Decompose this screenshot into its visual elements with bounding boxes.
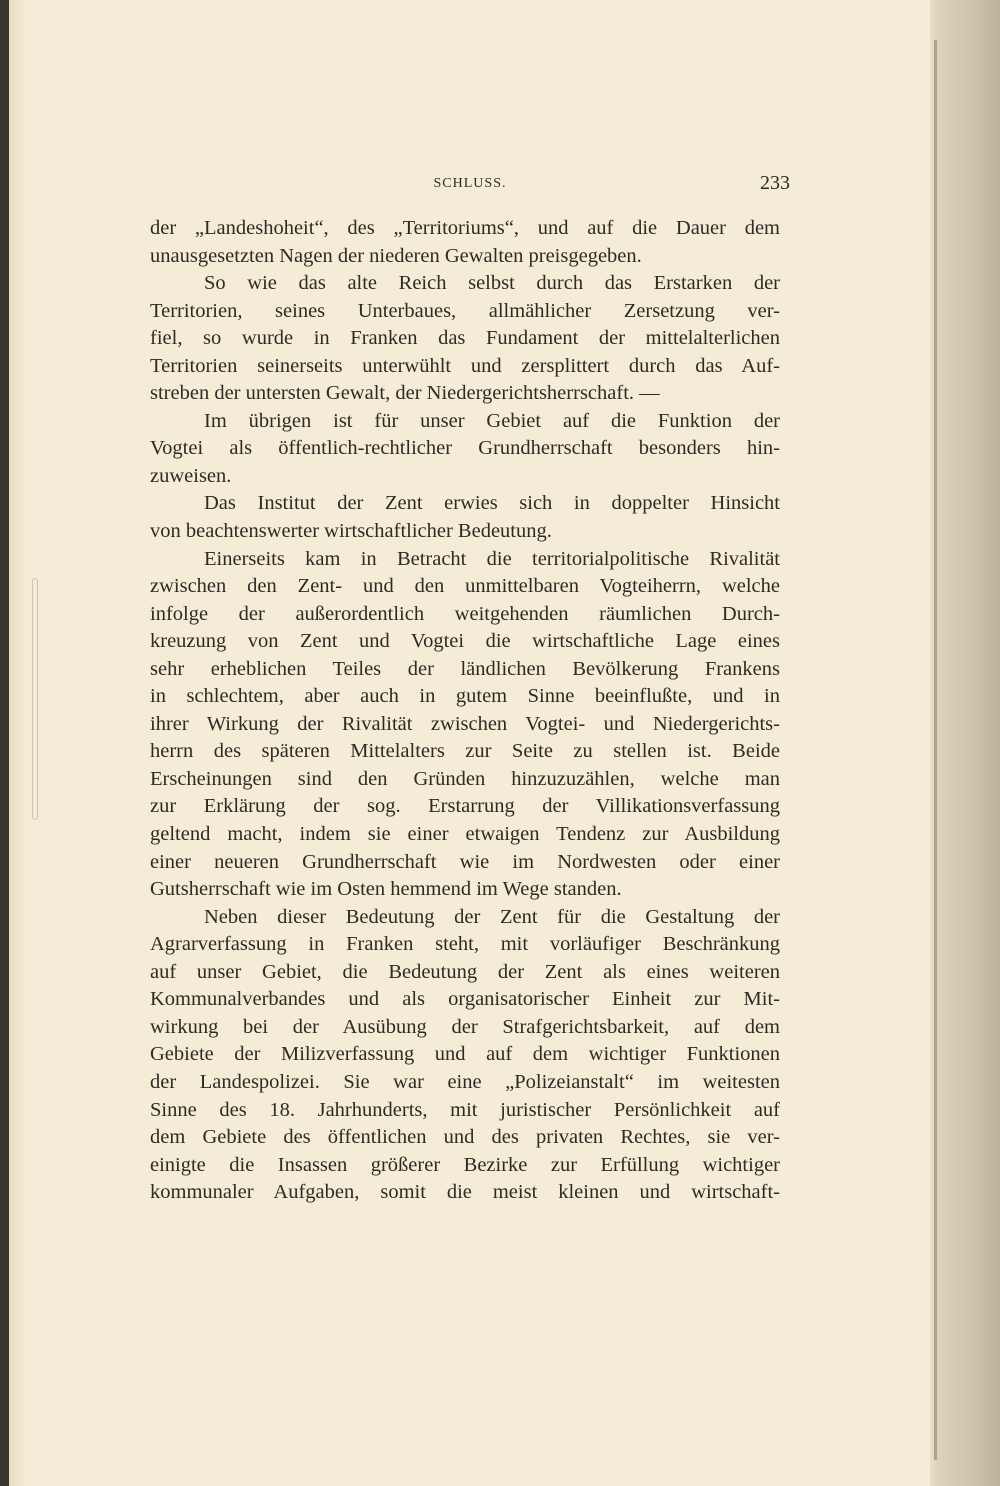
text-line: kreuzung von Zent und Vogtei die wirtschaftliche Lage eines [150,630,780,653]
text-line: Neben dieser Bedeutung der Zent für die Gestaltung der [204,905,780,928]
text-line: auf unser Gebiet, die Bedeutung der Zent als eines weiteren [150,960,780,983]
text-line: Einerseits kam in Betracht die territorialpolitische Rivalität [204,547,780,570]
book-binding-edge [0,0,9,1486]
text-line: Agrarverfassung in Franken steht, mit vorläufiger Beschränkung [150,933,780,956]
text-line: Erscheinungen sind den Gründen hinzuzuzählen, welche man [150,767,780,790]
text-line: kommunaler Aufgaben, somit die meist kleinen und wirtschaft- [150,1181,780,1204]
text-line: infolge der außerordentlich weitgehenden räumlichen Durch- [150,602,780,625]
text-line: Territorien seinerseits unterwühlt und zersplittert durch das Auf- [150,354,780,377]
paragraph [150,215,780,270]
running-head [150,172,790,196]
binding-stitch [32,578,38,820]
paragraph [150,546,780,904]
text-line: Sinne des 18. Jahrhunderts, mit juristischer Persönlichkeit auf [150,1098,780,1121]
text-line: in schlechtem, aber auch in gutem Sinne beeinflußte, und in [150,685,780,708]
text-line: zur Erklärung der sog. Erstarrung der Villikationsverfassung [150,795,780,818]
text-line: unausgesetzten Nagen der niederen Gewalten preisgegeben. [150,244,642,267]
text-line: Territorien, seines Unterbaues, allmählicher Zersetzung ver- [150,299,780,322]
paragraph [150,270,780,408]
paragraph [150,490,780,545]
page-edge [930,0,1000,1486]
text-line: dem Gebiete des öffentlichen und des privaten Rechtes, sie ver- [150,1126,780,1149]
gutter-shadow [9,0,27,1486]
text-line: einigte die Insassen größerer Bezirke zur Erfüllung wichtiger [150,1153,780,1176]
text-line: So wie das alte Reich selbst durch das Erstarken der [204,272,780,295]
text-line: herrn des späteren Mittelalters zur Seite zu stellen ist. Beide [150,740,780,763]
text-line: Kommunalverbandes und als organisatorischer Einheit zur Mit- [150,988,780,1011]
body-text [150,215,780,1207]
page-number: 233 [760,172,790,194]
text-line: sehr erheblichen Teiles der ländlichen Bevölkerung Frankens [150,657,780,680]
text-line: wirkung bei der Ausübung der Strafgerichtsbarkeit, auf dem [150,1015,780,1038]
text-line: zuweisen. [150,464,232,487]
paragraph [150,904,780,1207]
text-line: der Landespolizei. Sie war eine „Polizeianstalt“ im weitesten [150,1070,780,1093]
text-line: Im übrigen ist für unser Gebiet auf die Funktion der [204,409,780,432]
text-line: Gutsherrschaft wie im Osten hemmend im Wege standen. [150,878,622,901]
running-head-title: SCHLUSS. [433,176,507,191]
page-edge-line [934,40,937,1460]
text-line: Gebiete der Milizverfassung und auf dem wichtiger Funktionen [150,1043,780,1066]
text-line: von beachtenswerter wirtschaftlicher Bedeutung. [150,520,552,543]
text-line: ihrer Wirkung der Rivalität zwischen Vogtei- und Niedergerichts- [150,712,780,735]
text-line: Vogtei als öffentlich-rechtlicher Grundherrschaft besonders hin- [150,437,780,460]
text-line: fiel, so wurde in Franken das Fundament der mittelalterlichen [150,327,780,350]
text-line: Das Institut der Zent erwies sich in doppelter Hinsicht [204,492,780,515]
paragraph [150,408,780,491]
text-line: geltend macht, indem sie einer etwaigen Tendenz zur Ausbildung [150,823,780,846]
text-line: einer neueren Grundherrschaft wie im Nordwesten oder einer [150,850,780,873]
text-line: streben der untersten Gewalt, der Niedergerichtsherrschaft. — [150,382,660,405]
text-line: der „Landeshoheit“, des „Territoriums“, und auf die Dauer dem [150,217,780,239]
text-line: zwischen den Zent- und den unmittelbaren Vogteiherrn, welche [150,575,780,598]
